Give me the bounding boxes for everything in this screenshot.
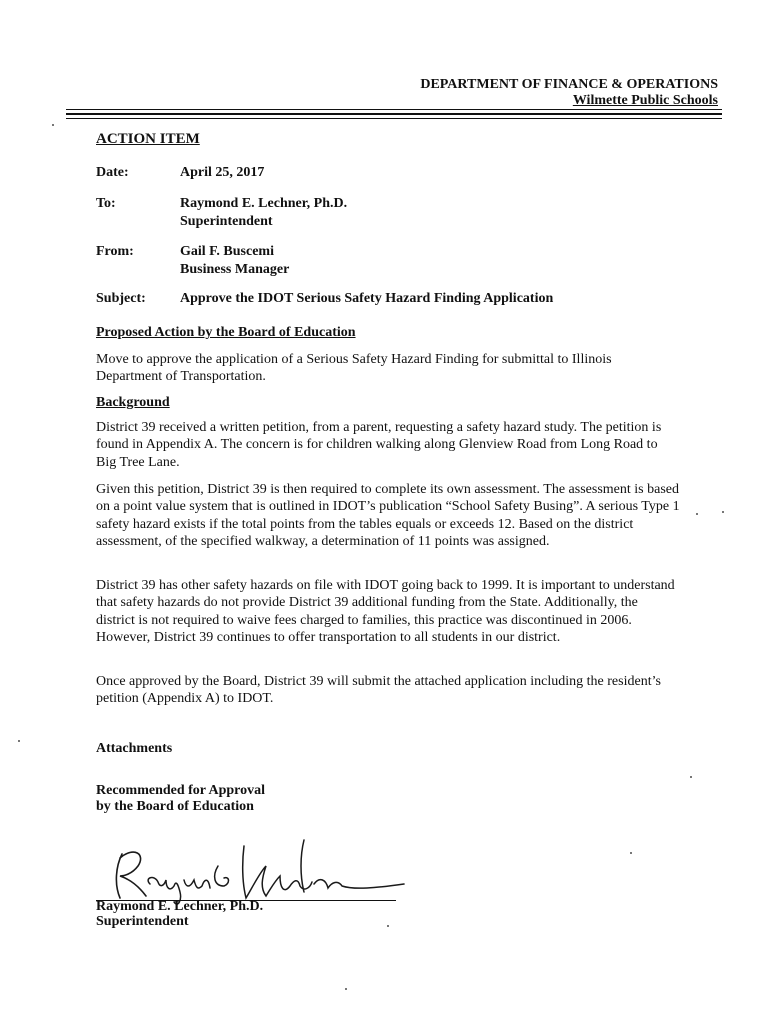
subject-label: Subject: xyxy=(96,291,146,306)
proposed-action-title: Proposed Action by the Board of Education xyxy=(96,325,356,340)
handwritten-signature xyxy=(104,836,414,906)
school-name: Wilmette Public Schools xyxy=(572,93,718,108)
attachments-heading: Attachments xyxy=(96,741,173,756)
subject-value: Approve the IDOT Serious Safety Hazard Finding Application xyxy=(180,291,554,306)
header-rule-thick xyxy=(66,113,722,115)
department-header xyxy=(420,77,718,109)
background-paragraph: District 39 has other safety hazards on file with IDOT going back to 1999. It is important to understand that safety hazards do not provide District 39 additional funding from the State. Additionally, the district is not required to waive fees charged to families, this practice was discontinued in 2006. However, District 39 continues to offer transportation to all students in our district. xyxy=(96,578,675,645)
background-paragraph: Given this petition, District 39 is then required to complete its own assessment. The assessment is based on a point value system that is outlined in IDOT’s publication “School Safety Busing”. A serious Type 1 safety hazard exists if the total points from the tables equals or exceeds 12. Based on the district assessment, of the specified walkway, a determination of 11 points was assigned. xyxy=(96,482,680,549)
date-label: Date: xyxy=(96,165,129,180)
to-label: To: xyxy=(96,196,116,211)
scan-speck xyxy=(722,511,724,513)
date-value: April 25, 2017 xyxy=(180,165,265,180)
scan-speck xyxy=(630,852,632,854)
from-label: From: xyxy=(96,244,134,259)
proposed-action-text: Move to approve the application of a Serious Safety Hazard Finding for submittal to Illinois Department of Transportation. xyxy=(96,352,612,385)
recommendation-block xyxy=(96,783,265,815)
signer-title: Superintendent xyxy=(96,914,189,929)
recommendation-line: Recommended for Approval xyxy=(96,783,266,798)
from-name: Gail F. Buscemi xyxy=(180,244,274,259)
scan-speck xyxy=(690,776,692,778)
from-sender xyxy=(180,243,680,279)
signer-name: Raymond E. Lechner, Ph.D. xyxy=(96,899,264,914)
signer-block xyxy=(96,899,263,929)
scan-speck xyxy=(345,988,347,990)
background-paragraph: District 39 received a written petition, from a parent, requesting a safety hazard study. The petition is found in Appendix A. The concern is for children walking along Glenview Road from Long Road to Big Tree Lane. xyxy=(96,420,662,470)
action-item-title: ACTION ITEM xyxy=(96,131,200,147)
to-recipient xyxy=(180,195,680,231)
to-title: Superintendent xyxy=(180,214,273,229)
background-paragraph: Once approved by the Board, District 39 will submit the attached application including the resident’s petition (Appendix A) to IDOT. xyxy=(96,674,661,707)
recommendation-line: by the Board of Education xyxy=(96,799,254,814)
to-name: Raymond E. Lechner, Ph.D. xyxy=(180,196,348,211)
background-title: Background xyxy=(96,395,170,410)
scan-speck xyxy=(696,513,698,515)
from-title: Business Manager xyxy=(180,262,290,277)
header-rule-thin-bottom xyxy=(66,118,722,119)
scan-speck xyxy=(387,925,389,927)
department-name: DEPARTMENT OF FINANCE & OPERATIONS xyxy=(420,77,718,92)
scan-speck xyxy=(52,124,54,126)
header-rule-thin-top xyxy=(66,109,722,110)
scan-speck xyxy=(18,740,20,742)
